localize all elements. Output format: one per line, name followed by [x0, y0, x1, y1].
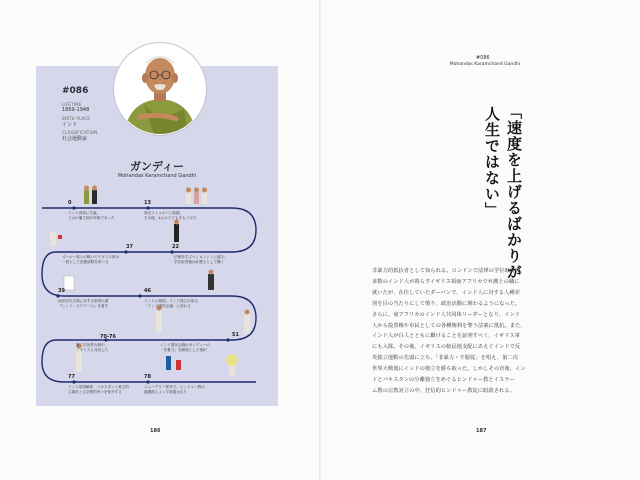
- body-line: ム教の宗教対立の中、狂信的ヒンドゥー教徒に暗殺される。: [372, 387, 515, 394]
- page-number-right: 187: [476, 428, 487, 434]
- name-english: Mohandas Karamchand Gandhi: [117, 173, 197, 179]
- timeline-age: 70-76: [100, 334, 116, 340]
- body-line: 非暴力的抵抗者として知られる。ロンドンで法律の学位取得後、: [372, 268, 526, 274]
- timeline-event: 法律を学ぶべくロンドンに渡る。 学位取得後は弁護士として働く: [174, 255, 228, 264]
- name-english-right: Mohandas Karamchand Gandhi: [449, 62, 521, 67]
- quote-column-1: 「速度を上げるばかりが: [505, 104, 523, 280]
- name-japanese: ガンディー: [129, 160, 185, 173]
- body-line: ドとパキスタンの分離独立をめぐるヒンドゥー教とイスラー: [372, 377, 515, 384]
- classification-value: 社会運動家: [62, 136, 88, 142]
- timeline-event: ニューデリー郊外で、ヒンドゥー教の 過激派によって暗殺された: [144, 385, 205, 394]
- timeline-age: 13: [144, 200, 151, 206]
- timeline-age: 78: [144, 374, 151, 380]
- quote-column-2: 人生ではない」: [483, 106, 501, 218]
- book-gutter: [319, 0, 321, 480]
- body-line: 就いたが、在住していたダーバンで、インド人に対する人種差: [372, 289, 520, 296]
- body-line: 人から投票権や市民としての各種権利を奪う法案に抵抗。また、: [372, 322, 526, 329]
- body-line: 多数のインド人が暮らすイギリス領南アフリカで弁護士の職に: [372, 278, 520, 285]
- timeline-event: インドに帰国。インド独立の前元 「インド国民会議」に加わる: [144, 299, 198, 308]
- body-line: 別を目の当たりにして憤り、政治活動に関わるようになった。: [372, 300, 521, 307]
- body-line: インド人が白人とともに働けることを証明すべく、イギリス軍: [372, 333, 520, 340]
- timeline-event: 貴光ストゥルバと結婚。 その後、4人の子どもをもうけた: [144, 211, 197, 220]
- timeline-event: インド帝国解体、パキスタンと独立的 立場をとる宗教的争いを仲介する: [68, 385, 130, 394]
- right-page: [320, 0, 640, 480]
- timeline-event: ズールー族との戦いでイギリス軍の 一員として医療部隊を率いる: [62, 255, 120, 264]
- biography-text: [372, 266, 600, 397]
- timeline-event: 第二次世界大戦中、 イギリスと対決した: [76, 343, 109, 352]
- gandhi-illustration-icon: [114, 43, 206, 135]
- timeline-event: 西洋近代文明に対する批判の書 『ヒンド・スワラージ』を著す: [58, 299, 109, 308]
- body-line: 英独立運動の先頭に立ち、「非暴力・不服従」を唱え、第二次: [372, 355, 518, 362]
- birthplace-label: BIRTH PLACE: [62, 116, 91, 121]
- birthplace-value: インド: [62, 122, 78, 128]
- timeline-age: 37: [126, 244, 133, 250]
- timeline-age: 0: [68, 200, 72, 206]
- timeline-age: 46: [144, 288, 151, 294]
- body-line: にも入隊。その後、イギリスの植民地支配にあえぐインドで反: [372, 344, 521, 351]
- person-number-right: #086: [476, 55, 490, 61]
- body-line: さらに、南アフリカのインド人共同体リーダーとなり、インド: [372, 311, 521, 318]
- timeline-age: 51: [232, 332, 239, 338]
- timeline-age: 77: [68, 374, 75, 380]
- timeline-age: 22: [172, 244, 179, 250]
- timeline-event: インド西部に生誕。 父は小藩王国の宰相であった: [68, 211, 115, 220]
- gandhi-portrait: [113, 42, 207, 136]
- body-line: 世界大戦後にインドの独立を勝ち取った。しかしその直後、イン: [372, 366, 526, 373]
- lifetime-value: 1869-1948: [62, 107, 90, 113]
- page-number-left: 186: [150, 428, 161, 434]
- lifetime-label: LIFETIME: [62, 102, 82, 107]
- timeline-event: インド国民会議がガンディーの 「非暴力」を網領として採択: [160, 343, 211, 352]
- timeline-age: 39: [58, 288, 65, 294]
- person-number: #086: [62, 86, 89, 96]
- classification-label: CLASSIFICATION: [62, 130, 98, 135]
